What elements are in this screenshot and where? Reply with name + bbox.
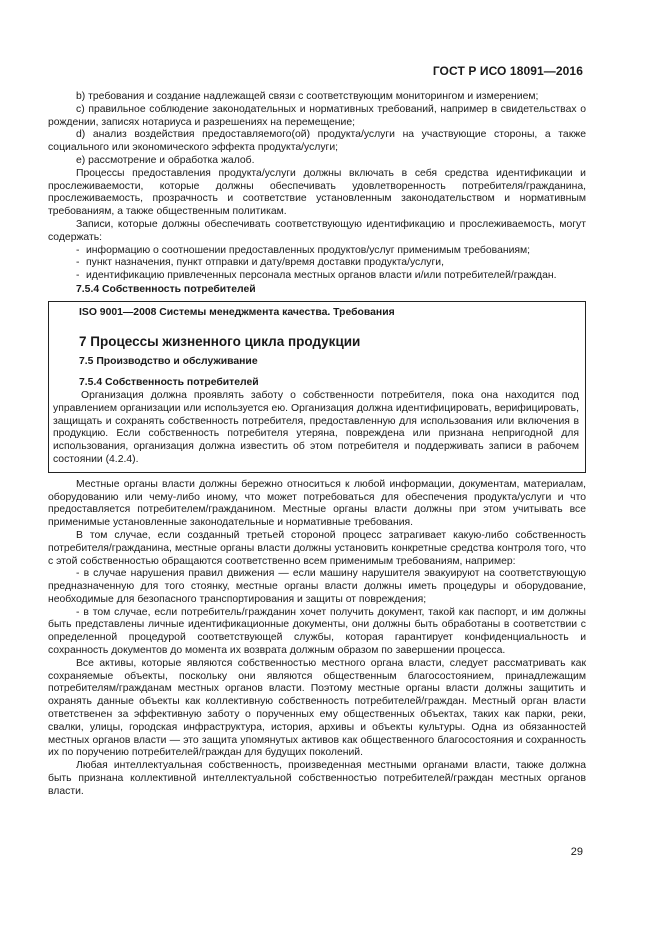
quote-clause-title: 7.5.4 Собственность потребителей: [79, 377, 259, 389]
quote-box: [48, 301, 586, 473]
dash-marker: -: [76, 257, 80, 269]
list-item: - информацию о соотношении предоставленных продуктов/услуг применимым требованиям;: [76, 244, 531, 256]
body-text: [48, 91, 586, 799]
item-d: d) анализ воздействия предоставляемого(ой) продукта/услуги на участвующие стороны, а также социального или экономического эффекта продукта/услуги;: [48, 129, 586, 154]
quote-chapter-title: 7 Процессы жизненного цикла продукции: [79, 333, 361, 349]
quote-subsection-title: 7.5 Производство и обслуживание: [79, 356, 258, 368]
standard-header: ГОСТ Р ИСО 18091—2016: [432, 64, 583, 78]
dash-marker: -: [76, 606, 80, 618]
page-number: 29: [570, 846, 583, 858]
list-item: - в том случае, если потребитель/гражданин хочет получить документ, такой как паспорт, и им должны быть представлены личные идентификационные документы, они должны быть обработаны в соответствии с определенной процедурой соответствующей службы, которая гарантирует конфиденциальность и сохранность документов до момента их возврата должным образом по завершении процесса.: [48, 606, 586, 657]
item-b: b) требования и создание надлежащей связи с соответствующим мониторингом и измерением;: [76, 91, 539, 102]
dash-marker: -: [76, 270, 80, 282]
item-c: c) правильное соблюдение законодательных и нормативных требований, например в свидетельствах о рождении, записях нотариуса и разрешениях на перемещение;: [48, 103, 586, 128]
list-item: - пункт назначения, пункт отправки и дату/время доставки продукта/услуги,: [76, 257, 444, 269]
dash-marker: -: [76, 568, 80, 580]
list-item: - идентификацию привлеченных персонала местных органов власти и/или потребителей/граждан.: [76, 270, 557, 282]
quote-standard-title: ISO 9001—2008 Системы менеджмента качества. Требования: [79, 306, 395, 318]
dash-marker: -: [76, 244, 80, 256]
paragraph: В том случае, если созданный третьей стороной процесс затрагивает какую-либо собственность потребителя/гражданина, местные органы власти должны установить конкретные средства контроля того, что с этой собственностью обращаются соответственно всем применимым требованиям, например:: [48, 529, 586, 567]
quote-body: Организация должна проявлять заботу о собственности потребителя, пока она находится под управлением организации или используется ею. Организация должна идентифицировать, верифицировать, защищать и сохранять собственность потребителя, предоставленную для использования или включения в продукцию. Если собственность потребителя утеряна, повреждена или признана непригодной для использования, организация должна известить об этом потребителя и поддерживать записи в рабочем состоянии (4.2.4).: [53, 389, 579, 465]
section-heading: 7.5.4 Собственность потребителей: [76, 283, 256, 295]
paragraph: Все активы, которые являются собственностью местного органа власти, следует рассматривать как сохраняемые объекты, поскольку они являются общественным благосостоянием, принадлежащим потребителям/гражданам местных органов власти. Поэтому местные органы власти должны защитить и охранять данные объекты как коллективную собственность потребителей/граждан. Местный орган власти ответственен за эффективную заботу о порученных ему общественных объектах, таких как парки, реки, свалки, улицы, городская инфраструктура, история, архивы и объекты культуры. Одна из обязанностей местных органов власти — это защита упомянутых активов как общественного благосостояния и сохранность их по поручению потребителей/граждан для будущих поколений.: [48, 657, 586, 759]
paragraph: Записи, которые должны обеспечивать соответствующую идентификацию и прослеживаемость, могут содержать:: [48, 218, 586, 243]
paragraph: Местные органы власти должны бережно относиться к любой информации, документам, материалам, оборудованию или чему-либо иному, что может потребоваться для обеспечения продукта/услуги и что предоставляется потребителем/гражданином. Местные органы власти должны при этом учитывать все применимые установленные законодательные и нормативные требования.: [48, 478, 586, 529]
item-e: e) рассмотрение и обработка жалоб.: [76, 154, 255, 166]
paragraph: Любая интеллектуальная собственность, произведенная местными органами власти, также должна быть признана коллективной интеллектуальной собственностью потребителей/граждан местных органов власти.: [48, 760, 586, 797]
list-item: - в случае нарушения правил движения — если машину нарушителя эвакуируют на соответствующую предназначенную для того стоянку, местные органы власти должны иметь процедуры и оборудование, необходимые для безопасного транспортирования и защиты от повреждения;: [48, 568, 587, 605]
paragraph: Процессы предоставления продукта/услуги должны включать в себя средства идентификации и прослеживаемости, которые должны обеспечивать удовлетворенность потребителя/гражданина, прослеживаемость, прозрачность и соответствие установленным законодательством и нормативным требованиям, а также общественным политикам.: [48, 167, 586, 218]
